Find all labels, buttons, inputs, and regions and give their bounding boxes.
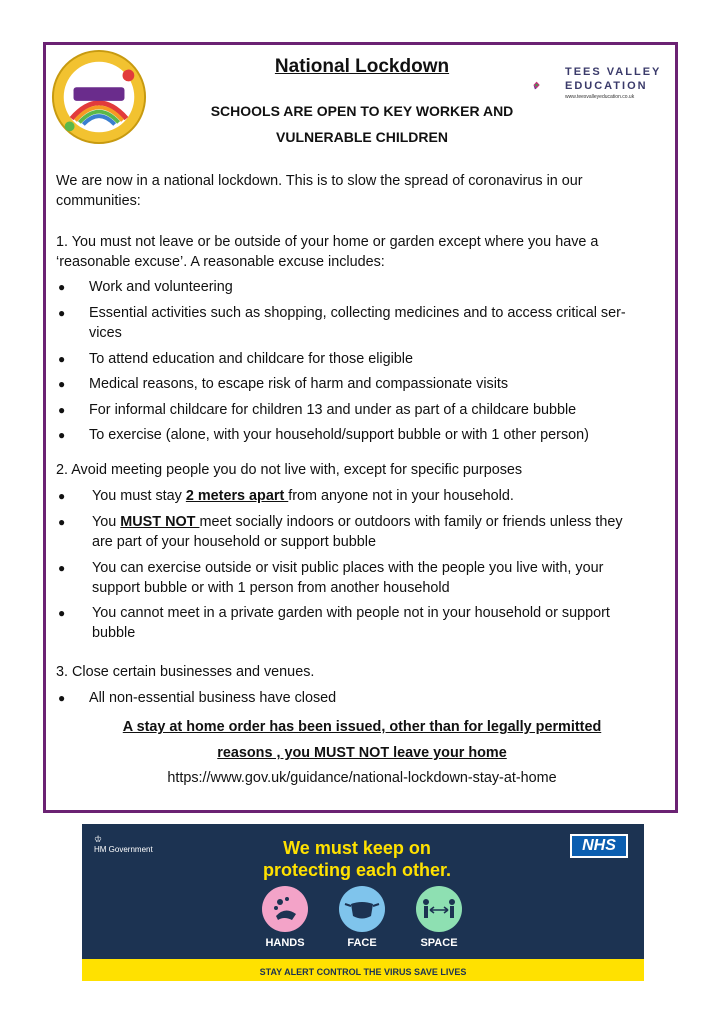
space-label: SPACE — [420, 937, 458, 949]
closing-line-1: A stay at home order has been issued, other than for legally permitted — [122, 719, 602, 735]
list-item-continued: vices — [89, 325, 122, 341]
bullet: ● — [58, 280, 66, 294]
bullet: ● — [58, 403, 66, 417]
list-item: For informal childcare for children 13 and under as part of a childcare bubble — [89, 402, 577, 418]
nhs-banner — [82, 824, 644, 981]
list-item: Work and volunteering — [89, 279, 233, 295]
list-item: You MUST NOT meet socially indoors or outdoors with family or friends unless they — [92, 514, 623, 530]
list-item: You can exercise outside or visit public places with the people you live with, your — [92, 560, 604, 576]
section3-heading: 3. Close certain businesses and venues. — [56, 664, 315, 680]
closing-line-2: reasons , you MUST NOT leave your home — [217, 745, 507, 761]
bullet: ● — [58, 428, 66, 442]
crest-icon: ♔ — [94, 834, 103, 844]
section2-heading: 2. Avoid meeting people you do not live with, except for specific purposes — [56, 462, 523, 478]
list-item-continued: support bubble or with 1 person from another household — [92, 580, 450, 596]
list-item-continued: are part of your household or support bubble — [92, 534, 377, 550]
bullet: ● — [58, 691, 66, 705]
intro-line-1: We are now in a national lockdown. This is to slow the spread of coronavirus in our — [56, 173, 583, 189]
section1-line-2: ‘reasonable excuse’. A reasonable excuse includes: — [56, 254, 385, 270]
nhs-logo: NHS — [570, 834, 628, 858]
hm-government-label: ♔ HM Government — [94, 834, 153, 854]
list-item: Essential activities such as shopping, collecting medicines and to access critical ser- — [89, 305, 626, 321]
hands-label: HANDS — [265, 937, 305, 949]
list-item-continued: bubble — [92, 625, 136, 641]
banner-headline-1: We must keep on — [283, 838, 431, 858]
bullet: ● — [58, 606, 66, 620]
list-item: To attend education and childcare for those eligible — [89, 351, 414, 367]
bullet: ● — [58, 561, 66, 575]
section1-line-1: 1. You must not leave or be outside of your home or garden except where you have a — [56, 234, 599, 250]
tees-valley-name-2: EDUCATION — [565, 80, 648, 92]
guidance-link[interactable]: https://www.gov.uk/guidance/national-lockdown-stay-at-home — [167, 770, 557, 786]
list-item: To exercise (alone, with your household/support bubble or with 1 other person) — [89, 427, 589, 443]
bullet: ● — [58, 489, 66, 503]
space-distance-icon — [416, 886, 462, 932]
page-title: National Lockdown — [274, 56, 450, 77]
bullet: ● — [58, 515, 66, 529]
banner-slogan: STAY ALERT CONTROL THE VIRUS SAVE LIVES — [259, 967, 467, 977]
face-label: FACE — [347, 937, 377, 949]
list-item: Medical reasons, to escape risk of harm and compassionate visits — [89, 376, 509, 392]
bullet: ● — [58, 377, 66, 391]
list-item: All non-essential business have closed — [89, 690, 337, 706]
tees-valley-url: www.teesvalleyeducation.co.uk — [565, 94, 635, 100]
hands-icon — [262, 886, 308, 932]
tees-valley-name-1: TEES VALLEY — [565, 66, 662, 78]
list-item: You cannot meet in a private garden with people not in your household or support — [92, 605, 610, 621]
face-mask-icon — [339, 886, 385, 932]
bullet: ● — [58, 306, 66, 320]
bullet: ● — [58, 352, 66, 366]
banner-headline-2: protecting each other. — [262, 860, 452, 880]
list-item: You must stay 2 meters apart from anyone not in your household. — [92, 488, 514, 504]
intro-line-2: communities: — [56, 193, 141, 209]
subtitle-line-2: VULNERABLE CHILDREN — [276, 129, 448, 145]
subtitle-line-1: SCHOOLS ARE OPEN TO KEY WORKER AND — [210, 103, 514, 119]
